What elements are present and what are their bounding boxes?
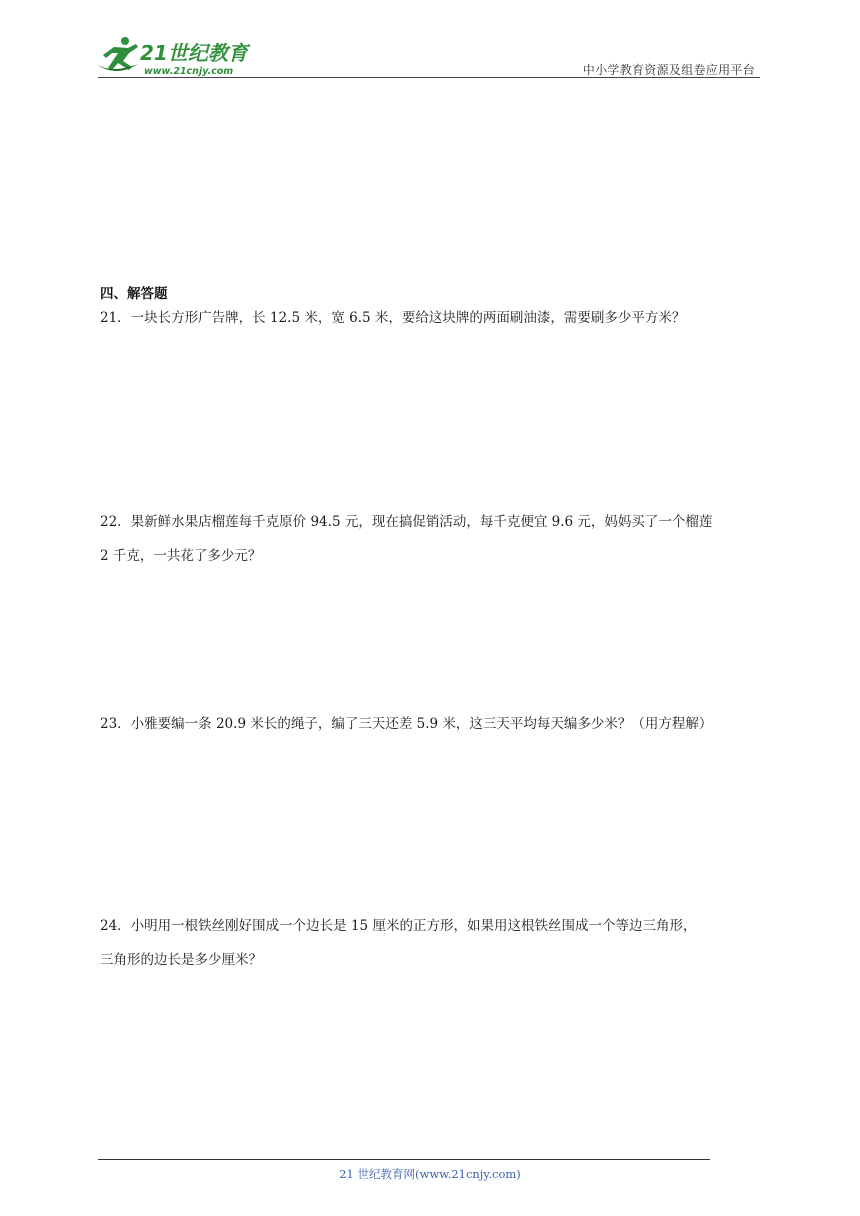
- footer-link[interactable]: 21 世纪教育网(www.21cnjy.com): [339, 1167, 521, 1181]
- question-21: [100, 301, 765, 335]
- question-text-line: 24．小明用一根铁丝刚好围成一个边长是 15 厘米的正方形，如果用这根铁丝围成一个等边三角形，: [100, 918, 697, 934]
- question-22: [100, 505, 765, 573]
- question-text-line: 23．小雅要编一条 20.9 米长的绳子，编了三天还差 5.9 米，这三天平均每天编多少米？（用方程解）: [100, 716, 713, 732]
- logo-brand-text: 21世纪教育: [140, 41, 248, 65]
- question-text-line: 22．果新鲜水果店榴莲每千克原价 94.5 元，现在搞促销活动，每千克便宜 9.6 元，妈妈买了一个榴莲: [100, 514, 713, 530]
- section-title: 四、解答题: [100, 286, 168, 302]
- site-logo: [92, 34, 257, 78]
- footer-divider: [98, 1159, 710, 1160]
- question-text-line: 21．一块长方形广告牌，长 12.5 米，宽 6.5 米，要给这块牌的两面刷油漆，需要刷多少平方米？: [100, 310, 686, 326]
- question-text-line: 2 千克，一共花了多少元？: [100, 548, 262, 564]
- header-divider: [98, 77, 760, 78]
- question-24: [100, 909, 765, 977]
- question-text-line: 三角形的边长是多少厘米？: [100, 952, 262, 968]
- platform-name: 中小学教育资源及组卷应用平台: [582, 63, 755, 77]
- question-23: [100, 707, 765, 741]
- logo-url-text: www.21cnjy.com: [144, 66, 234, 77]
- running-figure-logo-icon: [96, 37, 138, 71]
